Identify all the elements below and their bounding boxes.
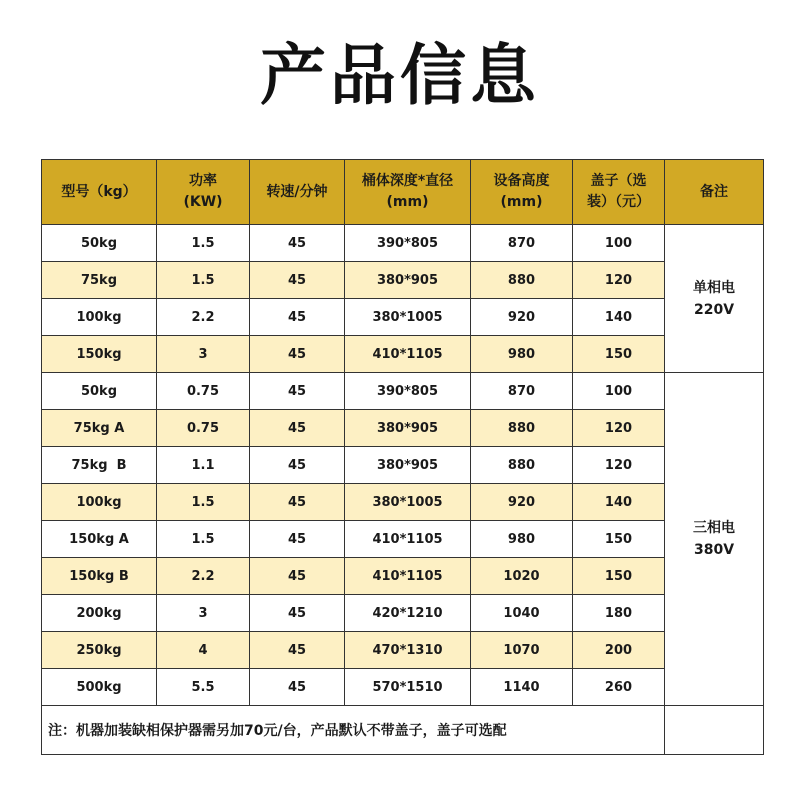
header-speed: 转速/分钟 <box>250 160 345 225</box>
cell-power: 1.5 <box>157 262 250 299</box>
table-row <box>42 410 764 447</box>
cell-lid-price: 150 <box>573 558 665 595</box>
table-row <box>42 669 764 706</box>
table-row <box>42 336 764 373</box>
cell-drum-size: 390*805 <box>345 373 471 410</box>
cell-lid-price: 120 <box>573 447 665 484</box>
cell-drum-size: 390*805 <box>345 225 471 262</box>
cell-speed: 45 <box>250 373 345 410</box>
cell-speed: 45 <box>250 558 345 595</box>
cell-power: 1.5 <box>157 521 250 558</box>
cell-height: 1020 <box>471 558 573 595</box>
table-footer-row <box>42 706 764 755</box>
footer-note: 注：机器加装缺相保护器需另加70元/台，产品默认不带盖子，盖子可选配 <box>42 706 665 755</box>
cell-lid-price: 180 <box>573 595 665 632</box>
cell-model: 250kg <box>42 632 157 669</box>
cell-model: 150kg B <box>42 558 157 595</box>
cell-height: 880 <box>471 262 573 299</box>
header-lid: 盖子（选 装）（元） <box>573 160 665 225</box>
cell-model: 100kg <box>42 299 157 336</box>
cell-lid-price: 100 <box>573 373 665 410</box>
cell-power: 2.2 <box>157 299 250 336</box>
cell-height: 980 <box>471 521 573 558</box>
cell-speed: 45 <box>250 484 345 521</box>
table-row <box>42 595 764 632</box>
cell-model: 150kg A <box>42 521 157 558</box>
cell-height: 880 <box>471 447 573 484</box>
cell-drum-size: 420*1210 <box>345 595 471 632</box>
cell-height: 870 <box>471 373 573 410</box>
cell-model: 75kg <box>42 262 157 299</box>
cell-height: 880 <box>471 410 573 447</box>
cell-power: 1.5 <box>157 225 250 262</box>
cell-model: 100kg <box>42 484 157 521</box>
cell-drum-size: 410*1105 <box>345 558 471 595</box>
cell-lid-price: 120 <box>573 262 665 299</box>
cell-lid-price: 140 <box>573 484 665 521</box>
cell-power: 3 <box>157 336 250 373</box>
cell-model: 200kg <box>42 595 157 632</box>
cell-power: 5.5 <box>157 669 250 706</box>
product-spec-table <box>41 159 764 755</box>
cell-height: 1040 <box>471 595 573 632</box>
table-row <box>42 373 764 410</box>
cell-drum-size: 380*905 <box>345 262 471 299</box>
header-drum-size: 桶体深度*直径 (mm) <box>345 160 471 225</box>
cell-lid-price: 140 <box>573 299 665 336</box>
cell-lid-price: 150 <box>573 521 665 558</box>
header-power: 功率 (KW) <box>157 160 250 225</box>
cell-drum-size: 410*1105 <box>345 336 471 373</box>
table-row <box>42 447 764 484</box>
page-title: 产品信息 <box>260 37 540 114</box>
cell-power: 2.2 <box>157 558 250 595</box>
cell-lid-price: 100 <box>573 225 665 262</box>
cell-drum-size: 570*1510 <box>345 669 471 706</box>
cell-height: 870 <box>471 225 573 262</box>
cell-power: 1.5 <box>157 484 250 521</box>
table-row <box>42 225 764 262</box>
cell-drum-size: 380*905 <box>345 410 471 447</box>
cell-speed: 45 <box>250 336 345 373</box>
table-row <box>42 521 764 558</box>
cell-lid-price: 120 <box>573 410 665 447</box>
cell-speed: 45 <box>250 225 345 262</box>
cell-lid-price: 260 <box>573 669 665 706</box>
footer-blank-cell <box>665 706 764 755</box>
header-height: 设备高度 (mm) <box>471 160 573 225</box>
cell-model: 50kg <box>42 225 157 262</box>
cell-model: 50kg <box>42 373 157 410</box>
cell-speed: 45 <box>250 632 345 669</box>
group-note-three-phase: 三相电 380V <box>665 373 764 706</box>
cell-power: 0.75 <box>157 373 250 410</box>
header-remarks: 备注 <box>665 160 764 225</box>
cell-height: 1140 <box>471 669 573 706</box>
header-model: 型号（kg） <box>42 160 157 225</box>
cell-drum-size: 380*1005 <box>345 484 471 521</box>
cell-drum-size: 470*1310 <box>345 632 471 669</box>
cell-speed: 45 <box>250 669 345 706</box>
cell-power: 1.1 <box>157 447 250 484</box>
table-row <box>42 558 764 595</box>
table-row <box>42 299 764 336</box>
cell-power: 4 <box>157 632 250 669</box>
cell-height: 920 <box>471 484 573 521</box>
cell-speed: 45 <box>250 447 345 484</box>
cell-drum-size: 410*1105 <box>345 521 471 558</box>
cell-height: 920 <box>471 299 573 336</box>
cell-power: 0.75 <box>157 410 250 447</box>
cell-speed: 45 <box>250 595 345 632</box>
cell-height: 1070 <box>471 632 573 669</box>
group-note-single-phase: 单相电 220V <box>665 225 764 373</box>
cell-model: 500kg <box>42 669 157 706</box>
cell-speed: 45 <box>250 262 345 299</box>
cell-speed: 45 <box>250 299 345 336</box>
cell-speed: 45 <box>250 521 345 558</box>
table-row <box>42 632 764 669</box>
cell-height: 980 <box>471 336 573 373</box>
cell-drum-size: 380*1005 <box>345 299 471 336</box>
table-row <box>42 484 764 521</box>
cell-model: 150kg <box>42 336 157 373</box>
cell-power: 3 <box>157 595 250 632</box>
cell-speed: 45 <box>250 410 345 447</box>
cell-model: 75kg B <box>42 447 157 484</box>
table-row <box>42 262 764 299</box>
cell-lid-price: 150 <box>573 336 665 373</box>
cell-model: 75kg A <box>42 410 157 447</box>
cell-lid-price: 200 <box>573 632 665 669</box>
table-header-row <box>42 160 764 225</box>
cell-drum-size: 380*905 <box>345 447 471 484</box>
